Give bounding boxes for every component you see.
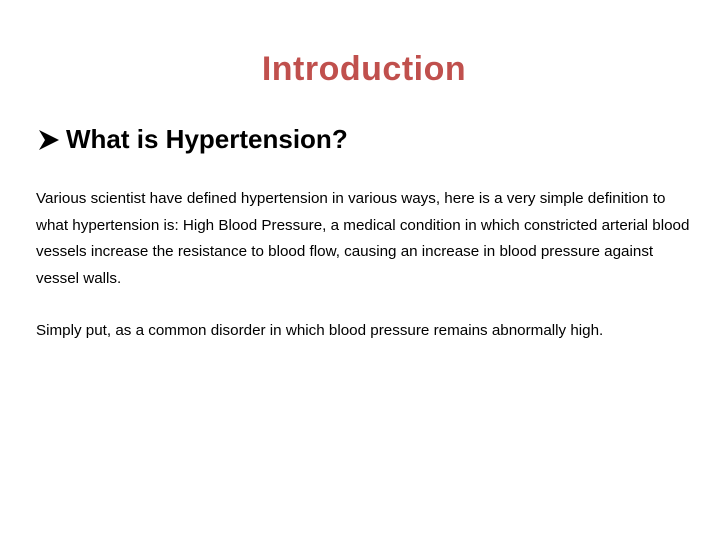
arrow-right-icon	[36, 127, 62, 153]
bullet-heading	[36, 124, 348, 155]
slide-title: Introduction	[261, 50, 467, 88]
definition-paragraph: Various scientist have defined hypertension in various ways, here is a very simple definition to what hypertension is: High Blood Pressure, a medical condition in which constricted arterial blood vessels increase the resistance to blood flow, causing an increase in blood pressure against vessel walls.	[36, 190, 690, 287]
summary-paragraph: Simply put, as a common disorder in which blood pressure remains abnormally high.	[36, 322, 604, 339]
heading-text: What is Hypertension?	[66, 124, 348, 154]
